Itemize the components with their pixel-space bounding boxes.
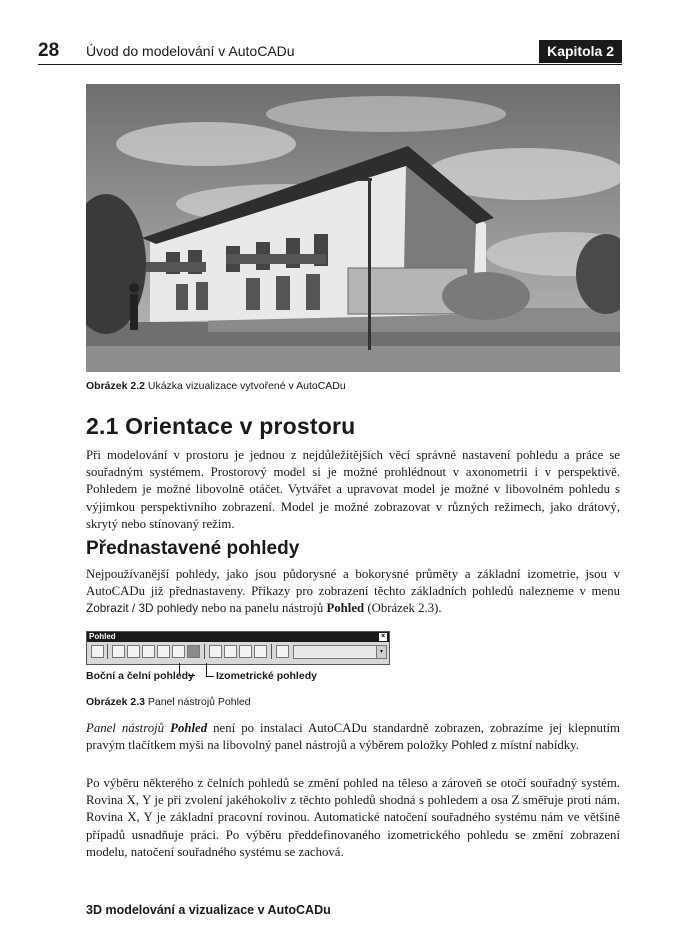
- figure-label: Obrázek 2.3: [86, 696, 145, 708]
- callout-iso-views: Izometrické pohledy: [216, 670, 317, 682]
- callout-side-views: Boční a čelní pohledy: [86, 670, 194, 682]
- left-view-icon[interactable]: [142, 645, 155, 658]
- named-views-icon[interactable]: [91, 645, 104, 658]
- presets-text-a: Nejpoužívanější pohledy, jako jsou půdorysné a bokorysné průměty a základní izometrie, jsou v AutoCADu již přednastaveny. Příkazy pro zobrazení těchto základních pohledů nalezneme v menu: [86, 567, 620, 599]
- presets-paragraph: [86, 566, 620, 618]
- visualization-photo: [86, 84, 620, 372]
- top-view-icon[interactable]: [112, 645, 125, 658]
- callout-leader-right-h: [206, 676, 214, 677]
- toolbar-title: Pohled: [89, 632, 116, 641]
- close-icon[interactable]: ×: [380, 633, 386, 640]
- intro-paragraph: Při modelování v prostoru je jednou z nejdůležitějších věcí správné nastavení pohledu a práce se souřadným systémem. Prostorový model si je možné prohlédnout v axonometrii i v perspektivě. Pohledem je možné libovolně otáčet. Vytvářet a upravovat model je možné v libovolném pohledu s výjimkou perspektivního zobrazení. Model je možné zobrazovat v různých režimech, jako drátový, skrytý nebo stínovaný režim.: [86, 448, 620, 531]
- toolbar-separator: [204, 644, 205, 659]
- figure-caption-text: Ukázka vizualizace vytvořené v AutoCADu: [144, 380, 346, 392]
- nw-iso-icon[interactable]: [254, 645, 267, 658]
- panel-text-b: z místní nabídky.: [488, 738, 579, 753]
- right-view-icon[interactable]: [157, 645, 170, 658]
- bottom-view-icon[interactable]: [127, 645, 140, 658]
- figure-label: Obrázek 2.2: [86, 380, 145, 392]
- header-rule: [38, 64, 622, 65]
- menu-item-name: Pohled: [451, 738, 489, 753]
- figure-caption-text: Panel nástrojů Pohled: [144, 696, 251, 708]
- toolbar-separator: [107, 644, 108, 659]
- presets-text-b: nebo na panelu nástrojů: [198, 601, 327, 616]
- subsection-heading: Přednastavené pohledy: [86, 538, 300, 559]
- back-view-icon[interactable]: [187, 645, 200, 658]
- menu-path: Zobrazit / 3D pohledy: [86, 601, 199, 616]
- camera-icon[interactable]: [276, 645, 289, 658]
- callout-leader-right: [206, 663, 207, 677]
- front-view-icon[interactable]: [172, 645, 185, 658]
- panel-paragraph: [86, 720, 620, 754]
- page-footer: 3D modelování a vizualizace v AutoCADu: [86, 903, 331, 917]
- se-iso-icon[interactable]: [224, 645, 237, 658]
- sw-iso-icon[interactable]: [209, 645, 222, 658]
- ne-iso-icon[interactable]: [239, 645, 252, 658]
- view-toolbar: [86, 631, 390, 665]
- figure-2-2-caption: [86, 380, 346, 392]
- chevron-down-icon[interactable]: ▾: [376, 646, 386, 658]
- chapter-tab: Kapitola 2: [539, 40, 622, 63]
- toolbar-separator: [271, 644, 272, 659]
- page-header: [38, 40, 622, 66]
- panel-italic: Panel nástrojů: [86, 721, 171, 735]
- toolbar-titlebar[interactable]: [87, 632, 389, 642]
- views-paragraph: Po výběru některého z čelních pohledů se změní pohled na těleso a zároveň se otočí souřadný systém. Rovina X, Y je při zvolení jakéhokoliv z těchto pohledů shodná s pohledem a osa Z směřuje proti nám. Rovina X, Y je základní pracovní rovinou. Automatické natočení souřadného systému nám ve většině případů usnadňuje práci. Po výběru předdefinovaného izometrického pohledu se změní zobrazení modelu, natočení souřadného systému se zachová.: [86, 776, 620, 859]
- panel-bold-italic: Pohled: [170, 721, 208, 735]
- toolbar-name-bold: Pohled: [326, 601, 365, 616]
- page-number: 28: [38, 40, 60, 61]
- section-heading: 2.1 Orientace v prostoru: [86, 413, 356, 439]
- figure-2-3-caption: [86, 696, 251, 708]
- running-title: Úvod do modelování v AutoCADu: [86, 43, 295, 59]
- panel-text-a: není po instalaci AutoCADu standardně zobrazen, zobrazíme jej klepnutím pravým tlačítkem myši na libovolný panel nástrojů a výběrem položky: [86, 721, 621, 753]
- view-combo[interactable]: [293, 645, 387, 659]
- presets-text-c: (Obrázek 2.3).: [364, 601, 442, 616]
- toolbar-body: [87, 643, 389, 663]
